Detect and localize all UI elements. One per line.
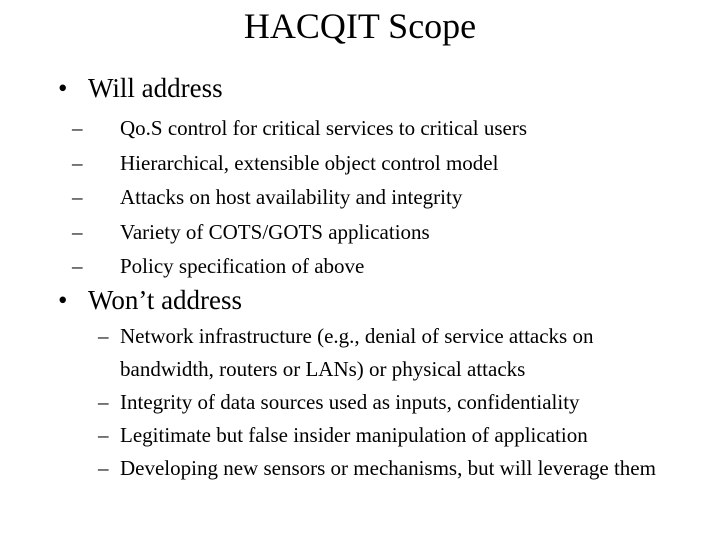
dash-icon: – bbox=[72, 219, 83, 244]
dash-icon: – bbox=[98, 390, 109, 414]
list-item bbox=[0, 249, 527, 284]
wont-address-heading bbox=[58, 284, 242, 316]
dash-icon: – bbox=[98, 456, 109, 480]
dash-icon: – bbox=[72, 254, 83, 278]
list-item-text: Policy specification of above bbox=[120, 254, 365, 278]
bullet-icon: • bbox=[58, 73, 68, 103]
list-item-text: Hierarchical, extensible object control model bbox=[120, 150, 499, 175]
list-item-text: Network infrastructure (e.g., denial of service attacks on bandwidth, routers or LANs) or physical attacks bbox=[120, 324, 594, 381]
will-address-label: Will address bbox=[88, 73, 223, 103]
will-address-list bbox=[0, 111, 527, 284]
list-item-text: Legitimate but false insider manipulation of application bbox=[120, 423, 588, 447]
list-item bbox=[0, 215, 527, 250]
list-item-text: Integrity of data sources used as inputs, confidentiality bbox=[120, 390, 580, 414]
list-item-text: Qo.S control for critical services to critical users bbox=[120, 116, 528, 140]
dash-icon: – bbox=[72, 116, 83, 140]
wont-address-label: Won’t address bbox=[88, 285, 243, 315]
list-item bbox=[0, 146, 527, 181]
list-item bbox=[0, 111, 527, 146]
wont-address-list bbox=[0, 320, 680, 485]
will-address-heading bbox=[58, 72, 223, 104]
dash-icon: – bbox=[98, 423, 109, 447]
dash-icon: – bbox=[72, 150, 83, 175]
dash-icon: – bbox=[98, 324, 109, 348]
list-item-text: Variety of COTS/GOTS applications bbox=[120, 219, 430, 244]
slide-title: HACQIT Scope bbox=[243, 6, 477, 46]
list-item-text: Developing new sensors or mechanisms, but will leverage them bbox=[120, 456, 656, 480]
list-item bbox=[0, 320, 680, 386]
list-item-text: Attacks on host availability and integrity bbox=[120, 185, 463, 209]
list-item bbox=[0, 452, 680, 485]
dash-icon: – bbox=[72, 185, 83, 209]
list-item bbox=[0, 419, 680, 452]
bullet-icon: • bbox=[58, 285, 68, 315]
list-item bbox=[0, 180, 527, 215]
list-item bbox=[0, 386, 680, 419]
